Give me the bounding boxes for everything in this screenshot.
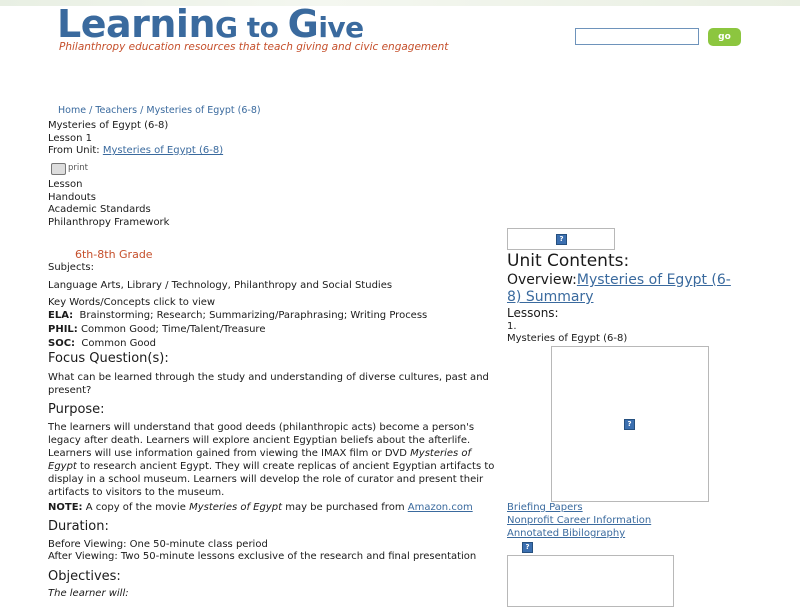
- purpose-line: The learners will understand that good deeds (philanthropic acts) become a person's: [48, 422, 475, 433]
- nonprofit-career-link[interactable]: Nonprofit Career Information: [507, 515, 652, 526]
- note: [48, 502, 473, 513]
- overview: [507, 289, 593, 305]
- from-unit: [48, 145, 223, 156]
- breadcrumb-home[interactable]: Home: [58, 105, 87, 116]
- overview-label: Overview:: [507, 272, 577, 288]
- keyword-row: [48, 310, 427, 321]
- site-tagline: Philanthropy education resources that teach giving and civic engagement: [59, 41, 449, 53]
- lesson-list-item[interactable]: Mysteries of Egypt (6-8): [507, 333, 628, 344]
- broken-image: [507, 228, 615, 250]
- breadcrumb: [58, 105, 261, 116]
- purpose-line: to research ancient Egypt. They will create replicas of ancient Egyptian artifacts to: [76, 461, 495, 472]
- broken-image: [551, 346, 709, 502]
- keyword-text[interactable]: Common Good: [81, 338, 156, 349]
- logo-text: ive: [318, 11, 364, 44]
- focus-heading: Focus Question(s):: [48, 351, 169, 366]
- purpose-heading: Purpose:: [48, 402, 105, 417]
- focus-text: present?: [48, 385, 92, 396]
- keyword-row: [48, 324, 265, 335]
- missing-image-icon: ?: [624, 419, 635, 430]
- nav-handouts[interactable]: Handouts: [48, 192, 96, 203]
- lesson-number: Lesson 1: [48, 133, 92, 144]
- keyword-text[interactable]: Common Good; Time/Talent/Treasure: [80, 324, 266, 335]
- nav-lesson[interactable]: Lesson: [48, 179, 83, 190]
- printer-icon[interactable]: [51, 163, 66, 175]
- print-link[interactable]: print: [68, 163, 88, 173]
- from-unit-label: From Unit:: [48, 145, 103, 156]
- purpose-line: display in a school museum. Learners will develop the role of curator and present their: [48, 474, 484, 485]
- briefing-papers-link[interactable]: Briefing Papers: [507, 502, 583, 513]
- logo-text: to: [237, 11, 288, 44]
- logo-text: G: [287, 2, 319, 46]
- overview: [507, 272, 731, 288]
- keywords-label: Key Words/Concepts click to view: [48, 297, 216, 308]
- search-go-button[interactable]: go: [708, 28, 741, 46]
- nav-academic-standards[interactable]: Academic Standards: [48, 204, 151, 215]
- purpose-film-title: Egypt: [48, 461, 77, 472]
- note-label: NOTE:: [48, 502, 83, 513]
- note-text: A copy of the movie: [82, 502, 190, 513]
- lessons-label: Lessons:: [507, 306, 559, 320]
- overview-link[interactable]: Mysteries of Egypt (6-: [576, 272, 731, 288]
- lesson-title: Mysteries of Egypt (6-8): [48, 120, 169, 131]
- breadcrumb-separator: /: [86, 105, 96, 116]
- keyword-tag: SOC:: [48, 338, 76, 349]
- annotated-bibliography-link[interactable]: Annotated Bibilography: [507, 528, 626, 539]
- breadcrumb-current[interactable]: Mysteries of Egypt (6-8): [146, 105, 261, 116]
- logo-text: Learnin: [57, 2, 215, 46]
- duration-after: After Viewing: Two 50-minute lessons exclusive of the research and final presentation: [48, 551, 477, 562]
- missing-image-icon: ?: [522, 542, 533, 553]
- keyword-tag: PHIL:: [48, 324, 78, 335]
- keyword-text[interactable]: Brainstorming; Research; Summarizing/Paraphrasing; Writing Process: [79, 310, 428, 321]
- focus-text: What can be learned through the study and understanding of diverse cultures, past and: [48, 372, 489, 383]
- search-input[interactable]: [575, 28, 699, 45]
- keyword-row: [48, 338, 156, 349]
- breadcrumb-separator: /: [137, 105, 147, 116]
- grade-level: 6th-8th Grade: [75, 248, 153, 261]
- subjects-value: Language Arts, Library / Technology, Philanthropy and Social Studies: [48, 280, 393, 291]
- note-text: may be purchased from: [282, 502, 408, 513]
- logo-text: G: [215, 11, 238, 44]
- keyword-tag: ELA:: [48, 310, 74, 321]
- purpose-line: legacy after death. Learners will explore ancient Egyptian beliefs about the afterlife.: [48, 435, 471, 446]
- purpose-line: Learners will use information gained from viewing the IMAX film or DVD: [48, 448, 411, 459]
- purpose-line: artifacts to visitors to the museum.: [48, 487, 225, 498]
- broken-image: [507, 555, 674, 607]
- breadcrumb-teachers[interactable]: Teachers: [95, 105, 138, 116]
- purpose-film-title: Mysteries of: [410, 448, 472, 459]
- objectives-heading: Objectives:: [48, 569, 121, 584]
- from-unit-link[interactable]: Mysteries of Egypt (6-8): [102, 145, 224, 156]
- amazon-link[interactable]: Amazon.com: [407, 502, 473, 513]
- subjects-label: Subjects:: [48, 262, 94, 273]
- note-film-title: Mysteries of Egypt: [189, 502, 283, 513]
- overview-link[interactable]: 8) Summary: [507, 289, 594, 305]
- site-logo[interactable]: [57, 2, 364, 46]
- objectives-intro: The learner will:: [48, 588, 129, 599]
- purpose-paragraph: [48, 421, 508, 499]
- nav-philanthropy-framework[interactable]: Philanthropy Framework: [48, 217, 170, 228]
- unit-contents-heading: Unit Contents:: [507, 251, 630, 271]
- duration-heading: Duration:: [48, 519, 109, 534]
- duration-before: Before Viewing: One 50-minute class period: [48, 539, 268, 550]
- missing-image-icon: ?: [556, 234, 567, 245]
- lesson-list-number: 1.: [507, 321, 517, 332]
